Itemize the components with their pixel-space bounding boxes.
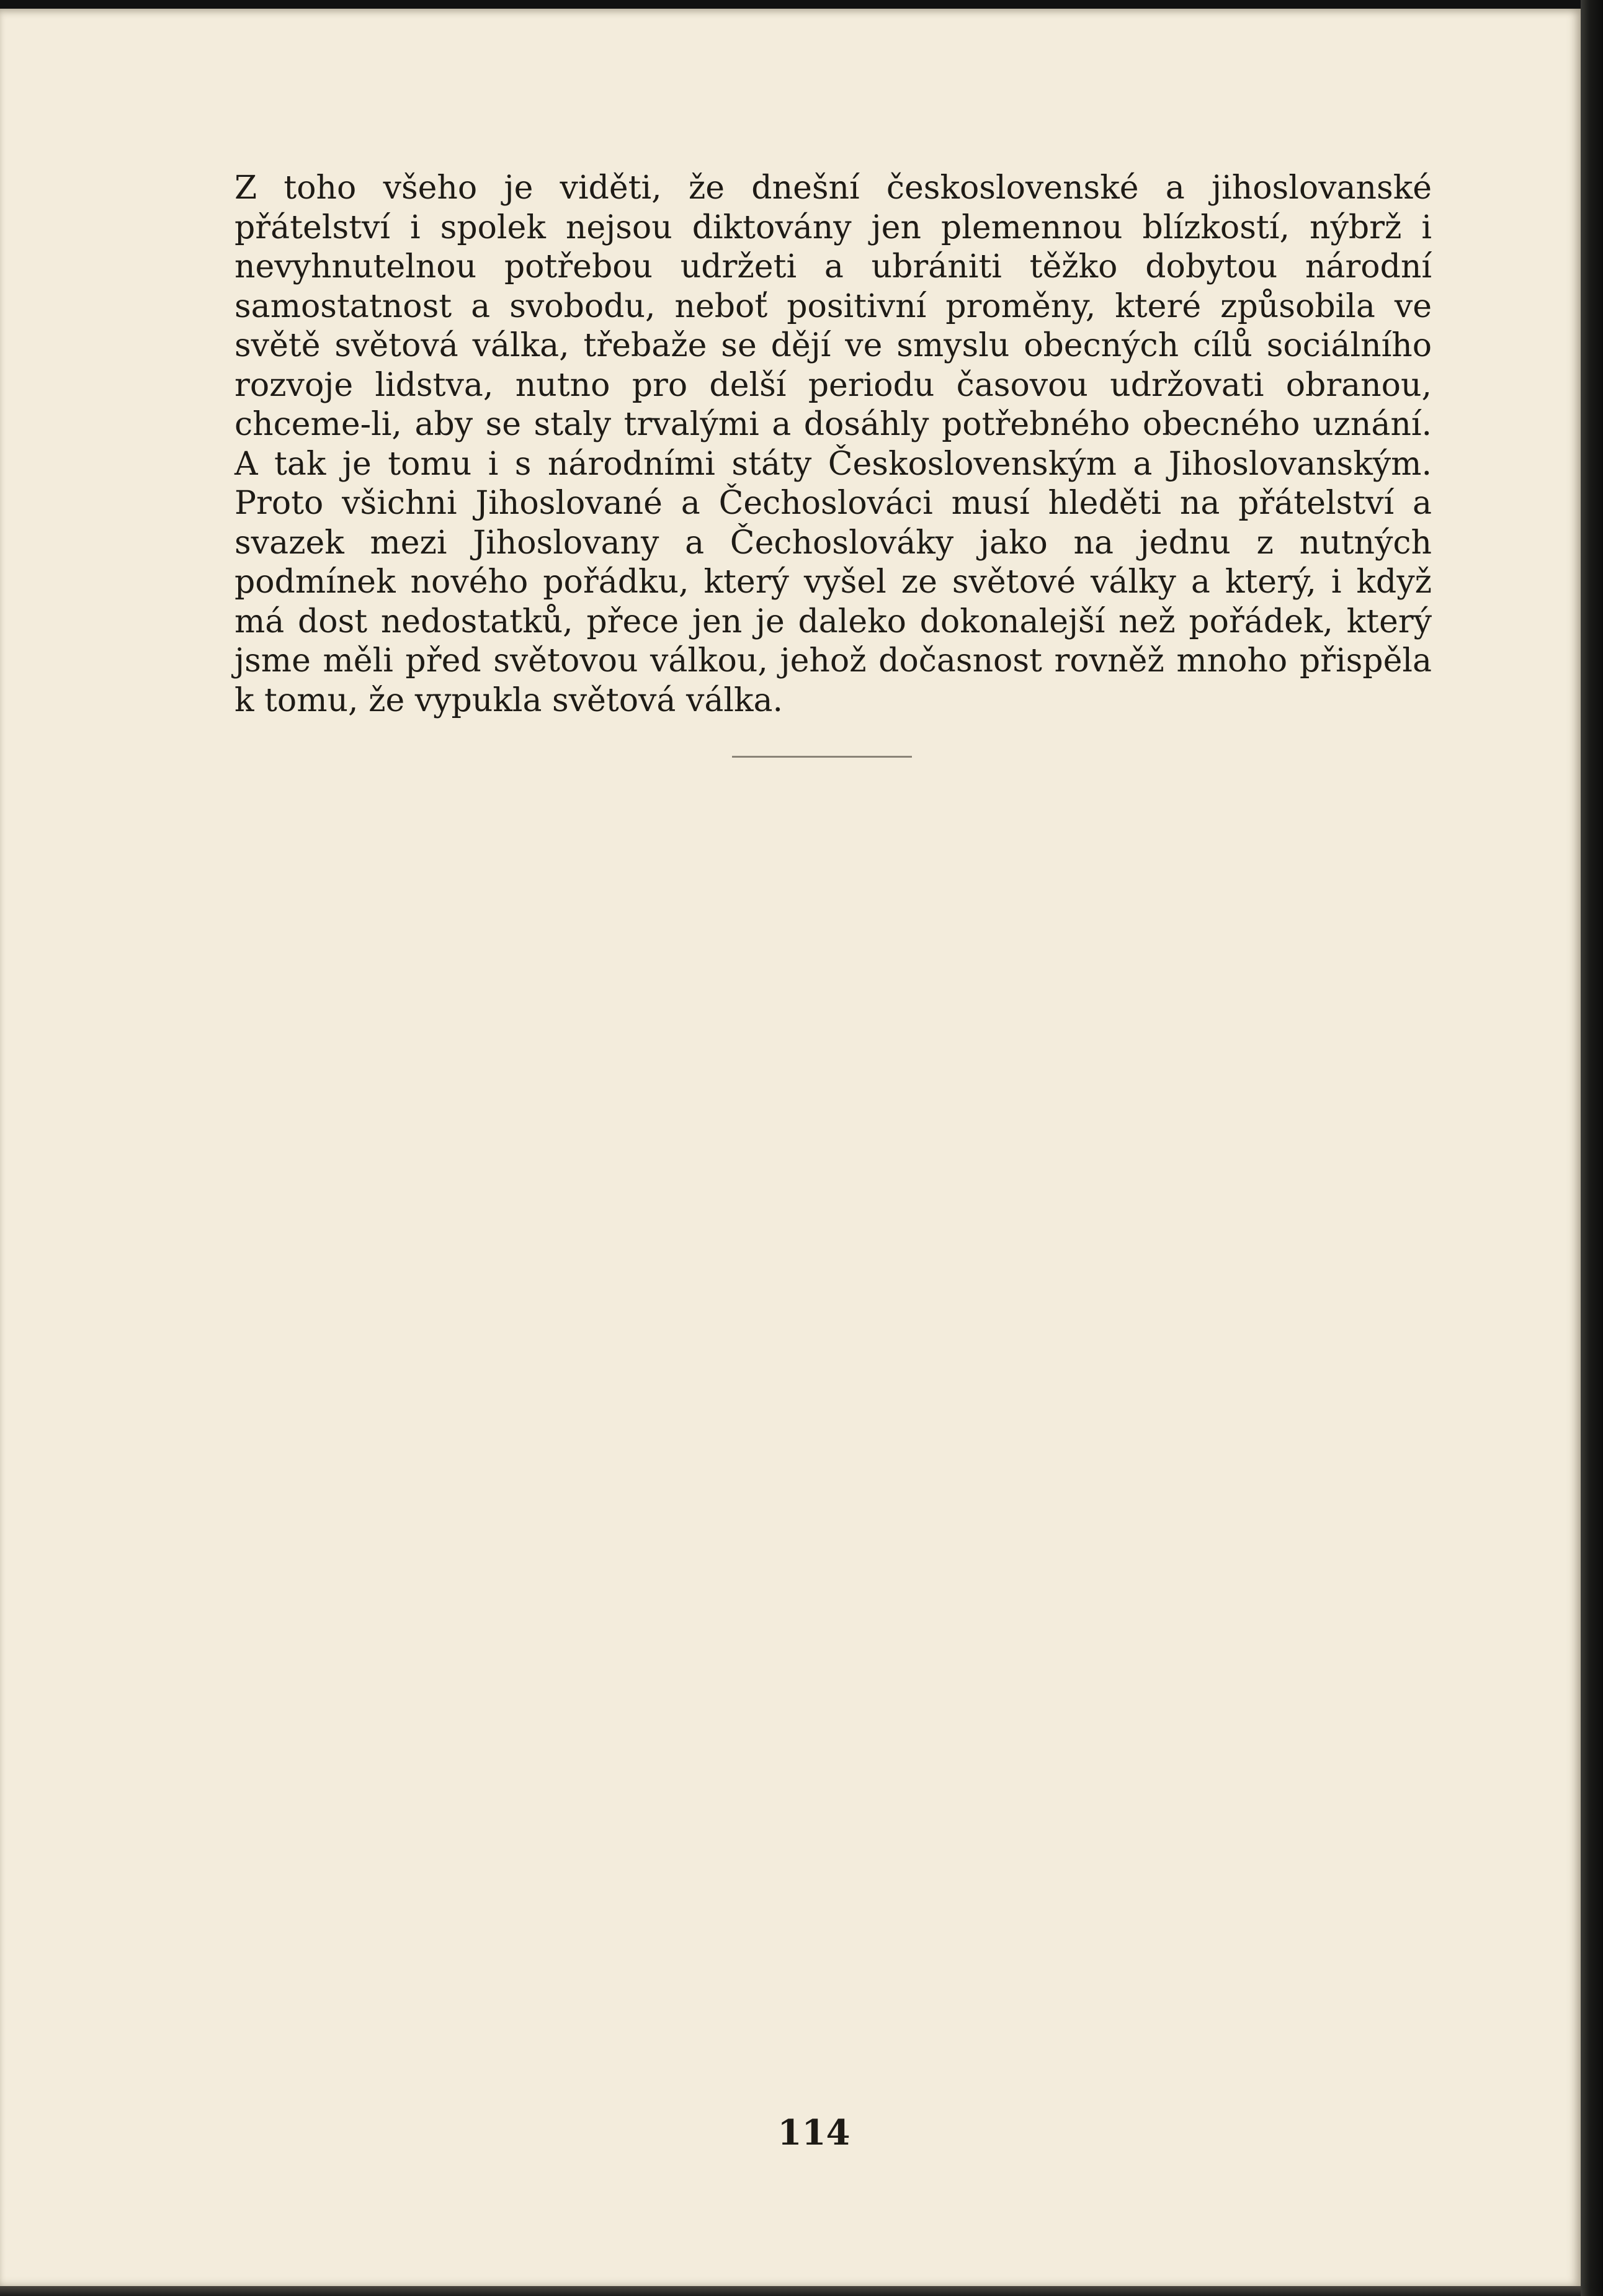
body-paragraph: Z toho všeho je viděti, že dnešní československé a jihoslovanské přátelství i spolek nejsou diktovány jen plemennou blízkostí, nýbrž i nevyhnutelnou potřebou udržeti a ubrániti těžko dobytou národní samostatnost a svobodu, neboť positivní proměny, které způsobila ve světě světová válka, třebaže se dějí ve smyslu obecných cílů sociálního rozvoje lidstva, nutno pro delší periodu časovou udržovati obranou, chceme-li, aby se staly trvalými a dosáhly potřebného obecného uznání. A tak je tomu i s národními státy Československým a Jihoslovanským. Proto všichni Jihoslované a Čechoslováci musí hleděti na přátelství a svazek mezi Jihoslovany a Čechoslováky jako na jednu z nutných podmínek nového pořádku, který vyšel ze světové války a který, i když má dost nedostatků, přece jen je daleko dokonalejší než pořádek, který jsme měli před světovou válkou, jehož dočasnost rovněž mnoho přispěla k tomu, že vypukla světová válka. bbox=[234, 169, 1432, 719]
scan-bottom-edge bbox=[0, 2286, 1581, 2296]
page-number: 114 bbox=[777, 2112, 851, 2153]
scan-binding-edge bbox=[1581, 0, 1603, 2296]
section-divider bbox=[732, 756, 912, 758]
book-page bbox=[0, 9, 1581, 2286]
